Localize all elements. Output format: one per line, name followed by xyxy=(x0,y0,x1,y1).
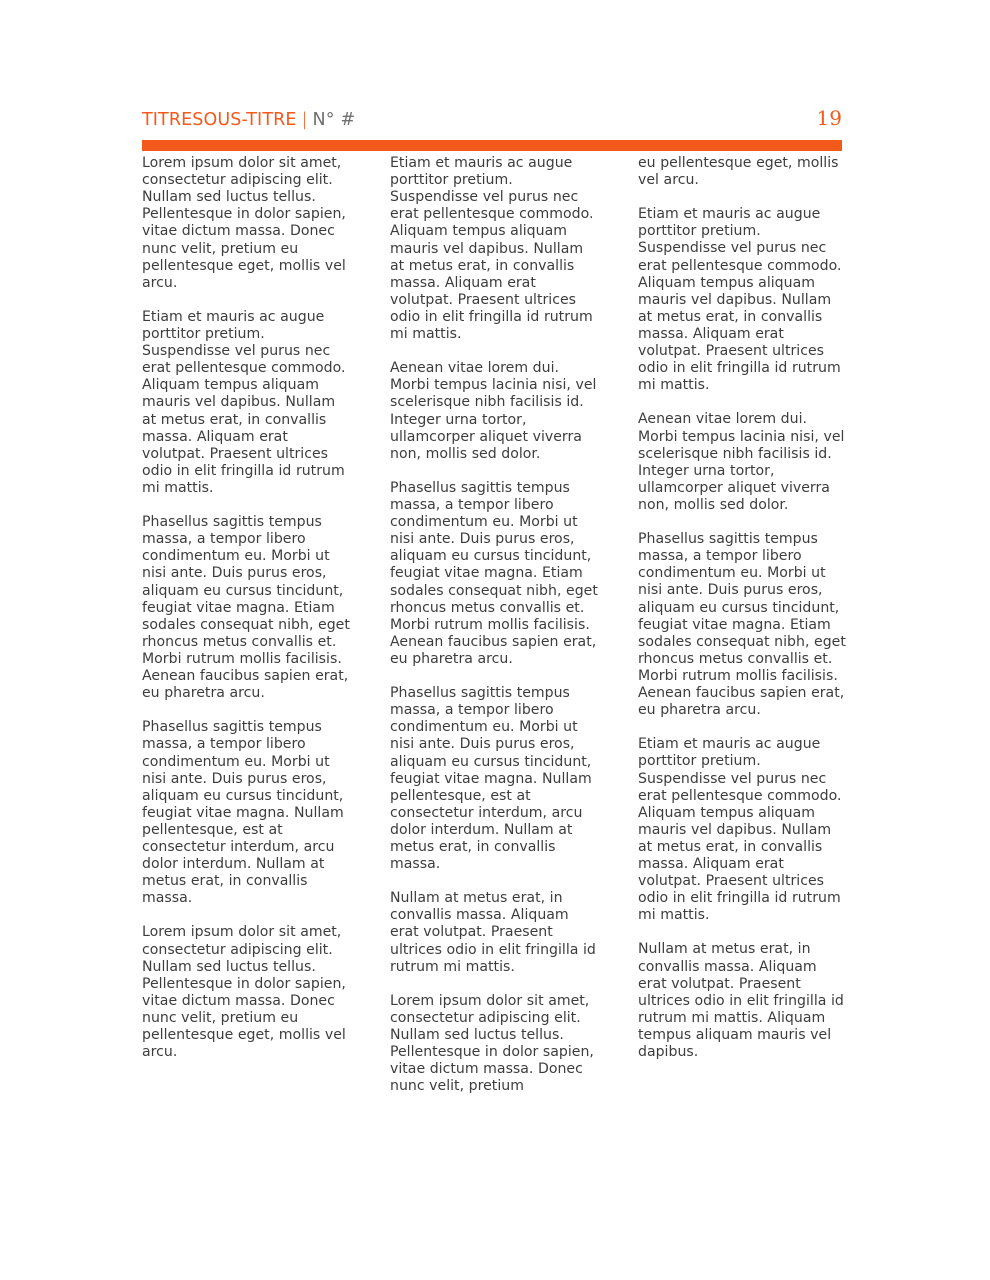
body-paragraph: Phasellus sagittis tempus massa, a tempor libero condimentum eu. Morbi ut nisi ante. Duis purus eros, aliquam eu cursus tincidunt, feugiat vitae magna. Etiam sodales consequat nibh, eget rhoncus metus convallis et. Morbi rutrum mollis facilisis. Aenean faucibus sapien erat, eu pharetra arcu. xyxy=(390,479,598,667)
body-paragraph: Aenean vitae lorem dui. Morbi tempus lacinia nisi, vel scelerisque nibh facilisis id. Integer urna tortor, ullamcorper aliquet viverra non, mollis sed dolor. xyxy=(390,360,597,462)
page-number: 19 xyxy=(816,106,842,130)
header-issue-number: N° # xyxy=(312,110,356,130)
body-paragraph: Lorem ipsum dolor sit amet, consectetur adipiscing elit. Nullam sed luctus tellus. Pellentesque in dolor sapien, vitae dictum massa. Donec nunc velit, pretium eu pellentesque eget, mollis vel arcu. xyxy=(142,924,346,1061)
header-title-group xyxy=(142,110,355,130)
text-column-1 xyxy=(142,155,351,1155)
body-paragraph: Aenean vitae lorem dui. Morbi tempus lacinia nisi, vel scelerisque nibh facilisis id. Integer urna tortor, ullamcorper aliquet viverra non, mollis sed dolor. xyxy=(638,411,845,513)
document-title: TITRESOUS-TITRE xyxy=(142,110,297,130)
body-paragraph: Nullam at metus erat, in convallis massa. Aliquam erat volutpat. Praesent ultrices odio in elit fringilla id rutrum mi mattis. xyxy=(390,890,596,975)
page-header xyxy=(142,108,842,138)
header-separator: | xyxy=(301,110,308,130)
text-column-3 xyxy=(638,155,847,1155)
body-paragraph: Phasellus sagittis tempus massa, a tempor libero condimentum eu. Morbi ut nisi ante. Duis purus eros, aliquam eu cursus tincidunt, feugiat vitae magna. Nullam pellentesque, est at consectetur interdum, arcu dolor interdum. Nullam at metus erat, in convallis massa. xyxy=(142,719,344,907)
text-columns xyxy=(142,155,848,1155)
header-accent-rule xyxy=(142,140,842,151)
body-paragraph: Etiam et mauris ac augue porttitor pretium. Suspendisse vel purus nec erat pellentesque commodo. Aliquam tempus aliquam mauris vel dapibus. Nullam at metus erat, in convallis massa. Aliquam erat volutpat. Praesent ultrices odio in elit fringilla id rutrum mi mattis. xyxy=(142,308,346,496)
body-paragraph: Phasellus sagittis tempus massa, a tempor libero condimentum eu. Morbi ut nisi ante. Duis purus eros, aliquam eu cursus tincidunt, feugiat vitae magna. Nullam pellentesque, est at consectetur interdum, arcu dolor interdum. Nullam at metus erat, in convallis massa. xyxy=(390,685,592,873)
body-paragraph: Etiam et mauris ac augue porttitor pretium. Suspendisse vel purus nec erat pellentesque commodo. Aliquam tempus aliquam mauris vel dapibus. Nullam at metus erat, in convallis massa. Aliquam erat volutpat. Praesent ultrices odio in elit fringilla id rutrum mi mattis. xyxy=(638,206,842,394)
body-paragraph: Phasellus sagittis tempus massa, a tempor libero condimentum eu. Morbi ut nisi ante. Duis purus eros, aliquam eu cursus tincidunt, feugiat vitae magna. Etiam sodales consequat nibh, eget rhoncus metus convallis et. Morbi rutrum mollis facilisis. Aenean faucibus sapien erat, eu pharetra arcu. xyxy=(142,514,350,702)
body-paragraph: Etiam et mauris ac augue porttitor pretium. Suspendisse vel purus nec erat pellentesque commodo. Aliquam tempus aliquam mauris vel dapibus. Nullam at metus erat, in convallis massa. Aliquam erat volutpat. Praesent ultrices odio in elit fringilla id rutrum mi mattis. xyxy=(638,736,842,924)
body-paragraph: Etiam et mauris ac augue porttitor pretium. Suspendisse vel purus nec erat pellentesque commodo. Aliquam tempus aliquam mauris vel dapibus. Nullam at metus erat, in convallis massa. Aliquam erat volutpat. Praesent ultrices odio in elit fringilla id rutrum mi mattis. xyxy=(390,155,594,343)
body-paragraph: eu pellentesque eget, mollis vel arcu. xyxy=(638,155,839,189)
body-paragraph: Nullam at metus erat, in convallis massa. Aliquam erat volutpat. Praesent ultrices odio in elit fringilla id rutrum mi mattis. Aliquam tempus aliquam mauris vel dapibus. xyxy=(638,941,844,1061)
body-paragraph: Lorem ipsum dolor sit amet, consectetur adipiscing elit. Nullam sed luctus tellus. Pellentesque in dolor sapien, vitae dictum massa. Donec nunc velit, pretium xyxy=(390,992,594,1095)
body-paragraph: Phasellus sagittis tempus massa, a tempor libero condimentum eu. Morbi ut nisi ante. Duis purus eros, aliquam eu cursus tincidunt, feugiat vitae magna. Etiam sodales consequat nibh, eget rhoncus metus convallis et. Morbi rutrum mollis facilisis. Aenean faucibus sapien erat, eu pharetra arcu. xyxy=(638,531,846,719)
body-paragraph: Lorem ipsum dolor sit amet, consectetur adipiscing elit. Nullam sed luctus tellus. Pellentesque in dolor sapien, vitae dictum massa. Donec nunc velit, pretium eu pellentesque eget, mollis vel arcu. xyxy=(142,155,346,291)
text-column-2 xyxy=(390,155,599,1155)
